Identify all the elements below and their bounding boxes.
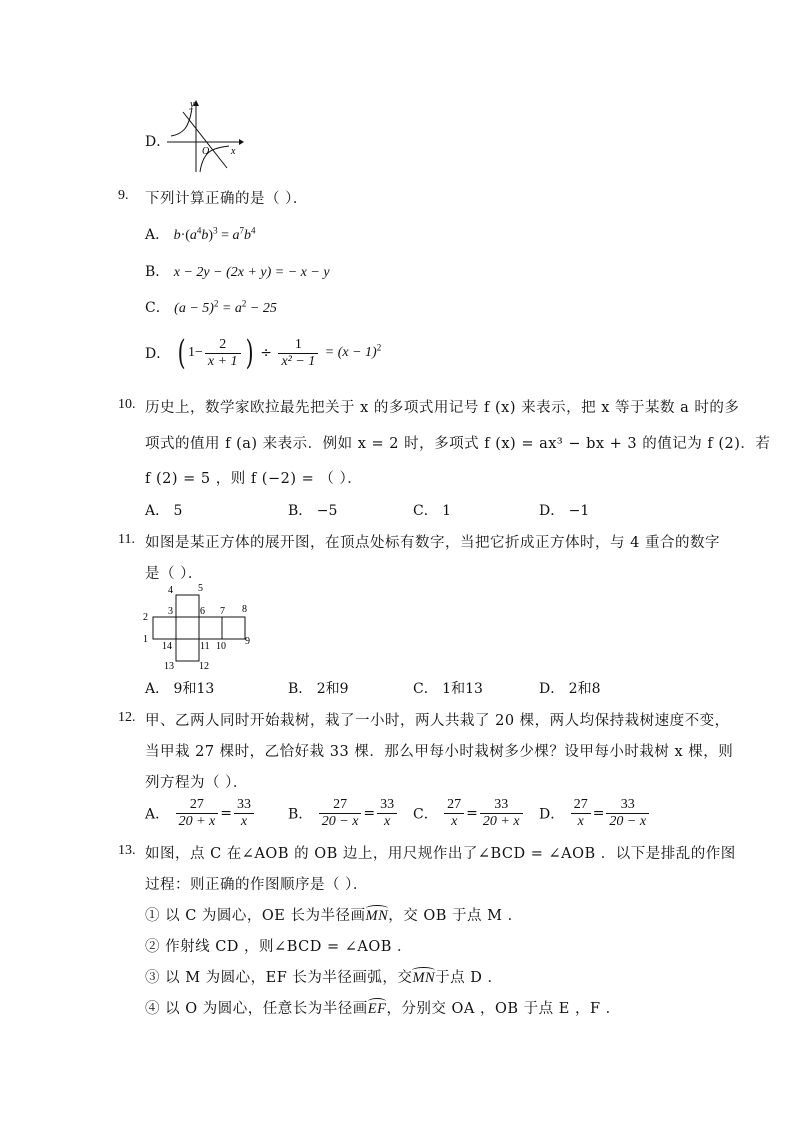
q12-line2: 当甲栽 27 棵时，乙恰好栽 33 棵．那么甲每小时栽树多少棵？设甲每小时栽树 x 棵，则 (145, 744, 734, 760)
q11-line1: 如图是某正方体的展开图，在顶点处标有数字，当把它折成正方体时，与 4 重合的数字 (145, 535, 720, 551)
q13-line1: 如图，点 C 在∠AOB 的 OB 边上，用尺规作出了∠BCD = ∠AOB ．以下是排乱的作图 (145, 846, 736, 862)
q11-option-a: A． 9和13 (145, 681, 215, 697)
net-label-12: 12 (199, 661, 209, 672)
q8-origin-label: O (202, 146, 210, 157)
q11-option-b: B． 2和9 (288, 681, 349, 697)
q10-line2: 项式的值用 f (a) 来表示．例如 x = 2 时，多项式 f (x) = ax³ − bx + 3 的值记为 f (2)．若 (145, 436, 771, 452)
q11-number: 11. (118, 532, 135, 547)
q12-option-b: B． $\frac{27}{20 - x}$ = $\frac{33}{x}$ (288, 797, 399, 830)
net-label-9: 9 (245, 636, 250, 647)
q13-step-1: ① 以 C 为圆心，OE 长为半径画MN，交 OB 于点 M ． (145, 908, 523, 924)
q9-option-d: D． ( 1− $\frac{2}{x + 1}$ ) ÷ $\frac{1}{\text{x² − 1}}$ = $(x - 1)^2$ (145, 333, 382, 373)
q9-stem: 下列计算正确的是（ ）． (145, 191, 308, 207)
q12-number: 12. (118, 710, 136, 725)
q9-number: 9. (118, 188, 129, 203)
q8-option-d-label: D． (145, 134, 171, 150)
net-label-13: 13 (164, 661, 174, 672)
q11-option-d: D． 2和8 (539, 681, 601, 697)
net-label-1: 1 (143, 634, 148, 645)
net-label-6: 6 (200, 606, 205, 617)
net-label-2: 2 (143, 612, 148, 623)
q13-step-2: ② 作射线 CD ，则∠BCD = ∠AOB ． (145, 939, 412, 955)
q9-option-b (145, 261, 330, 281)
q9-option-b-label: B． (145, 264, 170, 280)
net-label-11: 11 (200, 641, 210, 652)
q13-step-3: ③ 以 M 为圆心，EF 长为半径画弧，交MN于点 D ． (145, 970, 503, 986)
q12-option-c: C． $\frac{27}{x}$ = $\frac{33}{20 + x}$ (413, 797, 525, 830)
net-label-8: 8 (242, 604, 247, 615)
q10-option-c: C． 1 (413, 503, 452, 519)
q9-option-a-label: A． (145, 227, 170, 243)
q9-option-c-label: C． (145, 300, 170, 316)
q12-line3: 列方程为（ ）． (145, 775, 248, 791)
q10-number: 10. (118, 397, 136, 412)
q13-number: 13. (118, 843, 136, 858)
net-label-4: 4 (168, 585, 173, 596)
q12-option-a: A． $\frac{27}{20 + x}$ = $\frac{33}{x}$ (145, 797, 256, 830)
net-label-5: 5 (198, 583, 203, 594)
q12-line1: 甲、乙两人同时开始栽树，栽了一小时，两人共栽了 20 棵，两人均保持栽树速度不变， (145, 713, 730, 729)
net-label-10: 10 (216, 641, 226, 652)
q13-line2: 过程：则正确的作图顺序是（ ）． (145, 877, 368, 893)
q8-y-label: y (190, 99, 195, 110)
net-label-14: 14 (162, 641, 172, 652)
q10-line1: 历史上，数学家欧拉最先把关于 x 的多项式用记号 f (x) 来表示，把 x 等于某数 a 时的多 (145, 400, 740, 416)
q9-option-a: A． $b\cdot(a^4b)^3 = a^7b^4$ (145, 225, 256, 243)
net-label-3: 3 (168, 606, 173, 617)
q10-option-d: D． −1 (539, 503, 590, 519)
net-label-7: 7 (220, 606, 225, 617)
q9-option-c: C． $(a - 5)^2 = a^2 - 25$ (145, 298, 277, 316)
q10-option-b: B． −5 (288, 503, 338, 519)
q11-cube-net (140, 582, 256, 672)
q11-line2: 是（ ）． (145, 566, 203, 582)
q10-option-a: A． 5 (145, 503, 183, 519)
q9-option-d-label: D． (145, 346, 171, 362)
q12-option-d: D． $\frac{27}{x}$ = $\frac{33}{20 - x}$ (539, 797, 651, 830)
q8-option-d-graph (165, 98, 245, 176)
q10-line3: f (2) = 5 ，则 f (−2) = （ ）． (145, 471, 363, 487)
q9-option-b-expr: x − 2y − (2x + y) = − x − y (173, 265, 330, 280)
q11-option-c: C． 1和13 (413, 681, 483, 697)
q13-step-4: ④ 以 O 为圆心，任意长为半径画EF，分别交 OA ，OB 于点 E ，F ． (145, 1001, 621, 1017)
q8-x-label: x (231, 146, 236, 157)
